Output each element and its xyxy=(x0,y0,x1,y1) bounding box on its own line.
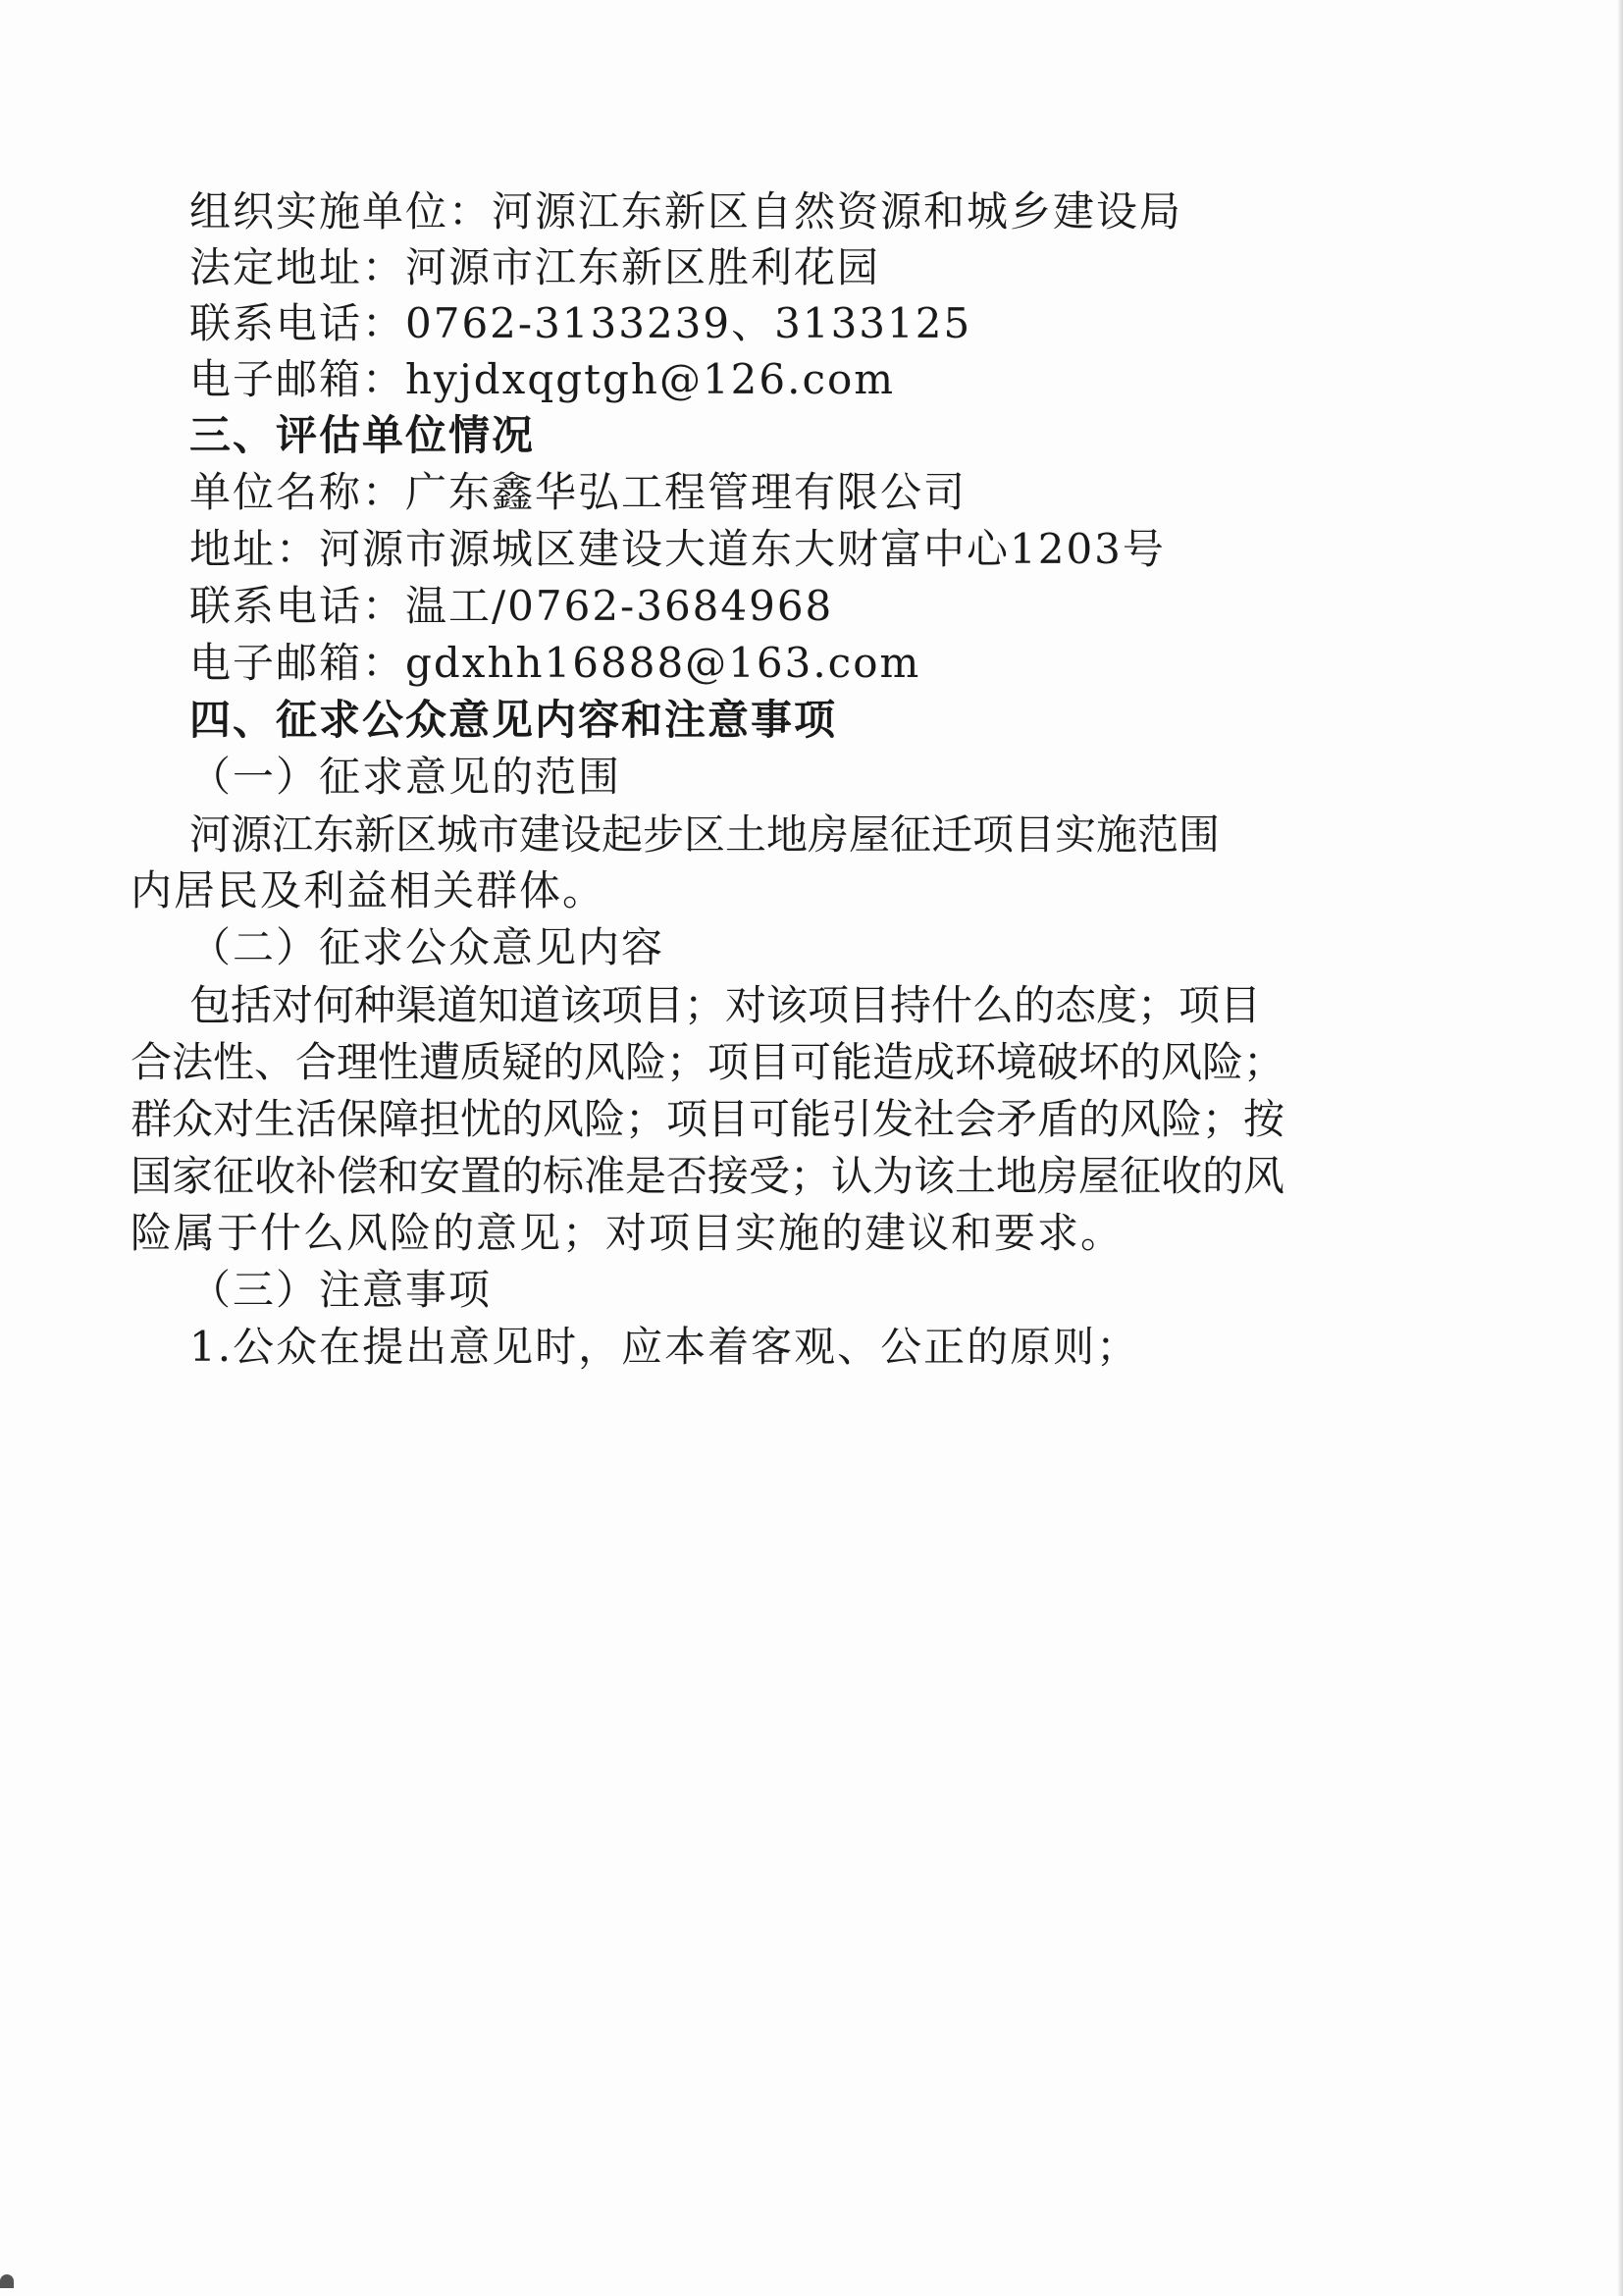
assessor-email-line: 电子邮箱：gdxhh16888@163.com xyxy=(189,639,921,687)
contact-phone-line: 联系电话：0762-3133239、3133125 xyxy=(189,299,972,347)
subsection-2-text-line: 险属于什么风险的意见；对项目实施的建议和要求。 xyxy=(131,1209,1125,1257)
subsection-2-text-line: 包括对何种渠道知道该项目；对该项目持什么的态度；项目 xyxy=(189,981,1262,1029)
subsection-3-heading: （三）注意事项 xyxy=(189,1266,493,1314)
assessor-unit-name-line: 单位名称：广东鑫华弘工程管理有限公司 xyxy=(189,468,968,516)
subsection-1-text-line: 河源江东新区城市建设起步区土地房屋征迁项目实施范围 xyxy=(189,810,1221,859)
notice-item-1: 1.公众在提出意见时，应本着客观、公正的原则； xyxy=(189,1323,1140,1371)
email-line: 电子邮箱：hyjdxqgtgh@126.com xyxy=(189,355,896,403)
subsection-1-text-line: 内居民及利益相关群体。 xyxy=(131,866,606,914)
subsection-2-text-line: 合法性、合理性遭质疑的风险；项目可能造成环境破坏的风险； xyxy=(131,1038,1285,1086)
legal-address-line: 法定地址：河源市江东新区胜利花园 xyxy=(189,243,881,291)
assessor-address-line: 地址：河源市源城区建设大道东大财富中心1203号 xyxy=(189,525,1166,573)
subsection-2-text-line: 群众对生活保障担忧的风险；项目可能引发社会矛盾的风险；按 xyxy=(131,1095,1285,1143)
subsection-2-heading: （二）征求公众意见内容 xyxy=(189,923,665,971)
org-unit-line: 组织实施单位：河源江东新区自然资源和城乡建设局 xyxy=(189,187,1183,235)
scan-edge-shadow xyxy=(1617,0,1623,2296)
assessor-phone-line: 联系电话：温工/0762-3684968 xyxy=(189,582,834,630)
scan-corner-mark xyxy=(0,2274,14,2288)
subsection-1-heading: （一）征求意见的范围 xyxy=(189,753,622,801)
section-3-heading: 三、评估单位情况 xyxy=(189,411,536,459)
subsection-2-text-line: 国家征收补偿和安置的标准是否接受；认为该土地房屋征收的风 xyxy=(131,1152,1285,1200)
section-4-heading: 四、征求公众意见内容和注意事项 xyxy=(189,696,838,744)
